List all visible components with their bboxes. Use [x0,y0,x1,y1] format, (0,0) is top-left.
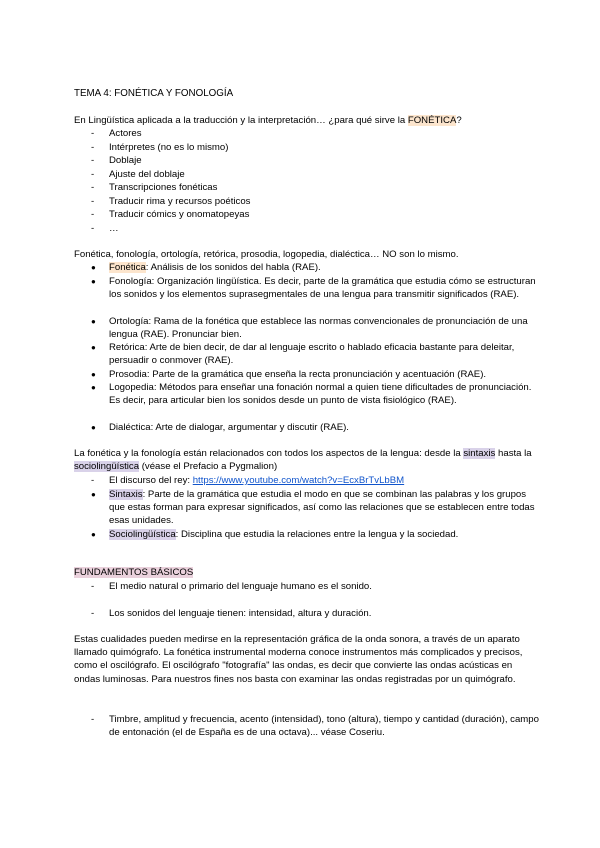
intro-question [74,114,540,127]
relation-paragraph: La fonética y la fonología están relacionados con todos los aspectos de la lengua: desde la sintaxis hasta la sociolingüística (véase el Prefacio a Pygmalion) [74,448,532,473]
page-title: TEMA 4: FONÉTICA Y FONOLOGÍA [74,88,234,99]
intro-text: En Lingüística aplicada a la traducción y la interpretación… ¿para qué sirve la [74,115,408,126]
document-page: TEMA 4: FONÉTICA Y FONOLOGÍA En Lingüística aplicada a la traducción y la interpretación… ¿para qué sirve la FONÉTICA? - Actores - Intérpretes (no es lo mismo) - Doblaje - Ajuste del doblaje - Transcripciones fonéticas - Traducir rima y recursos poéticos - Traducir cómics y onomatopeyas - … Fonética, fonología, ortología, retórica, prosodia, logopedia, dialéctica… NO son lo mismo. ● Fonética: Análisis de los sonidos del habla (RAE). ● Fonología: Organización lingüística. Es decir, parte de la gramática que estudia cómo se estructuran los sonidos y los elementos suprasegmentales de una lengua para transmitir significados (RAE). ● Ortología: Rama de la fonética que establece las normas convencionales de pronunciación de una lengua (RAE). Pronunciar bien. ● Retórica: Arte de bien decir, de dar al lenguaje escrito o hablado eficacia bastante para deleitar, persuadir o conmover (RAE). ● Prosodia: Parte de la gramática que enseña la recta pronunciación y acentuación (RAE). ● Logopedia: Métodos para enseñar una fonación normal a quien tiene dificultades de pronunciación. Es decir, para articular bien los sonidos desde un punto de vista fisiológico (RAE). ● Dialéctica: Arte de dialogar, argumentar y discutir (RAE). La fonética y la fonología están relacionados con todos los aspectos de la lengua: desde la sintaxis hasta la sociolingüística (véase el Prefacio a Pygmalion) - El discurso del rey: https://www.youtube.com/watch?v=EcxBrTvLbBM ● Sintaxis: Parte de la gramática que estudia el modo en que se combinan las palabras y los grupos que estas forman para expresar significados, así como las relaciones que se establecen entre todas esas unidades. ● Sociolingüística: Disciplina que estudia la relaciones entre la lengua y la sociedad. FUNDAMENTOS BÁSICOS - El medio natural o primario del lenguaje humano es el sonido. - Los sonidos del lenguaje tienen: intensidad, altura y duración. Estas cualidades pueden medirse en la representación gráfica de la onda sonora, a través de un aparato llamado quimógrafo. La fonética instrumental moderna conoce instrumentos más complicados y precisos, como el oscilógrafo. El oscilógrafo "fotografía" las ondas, es decir que convierte las ondas acústicas en ondas luminosas. Para nuestros fines nos basta con examinar las ondas registradas por un quimógrafo. - Timbre, amplitud y frecuencia, acento (intensidad), tono (altura), tiempo y cantidad (duración), campo de entonación (el de España es de una octava)... véase Coseriu. [74,88,539,739]
sociolinguistica-highlight: sociolingüística [74,461,140,473]
qualities-paragraph: Estas cualidades pueden medirse en la representación gráfica de la onda sonora, a través de un aparato llamado quimógrafo. La fonética instrumental moderna conoce instrumentos más complicados y precisos, como el oscilógrafo. El oscilógrafo "fotografía" las ondas, es decir que convierte las ondas acústicas en ondas luminosas. Para nuestros fines nos basta con examinar las ondas registradas por un quimógrafo. [74,634,523,685]
sintaxis-highlight: sintaxis [463,448,496,459]
not-same-paragraph: Fonética, fonología, ortología, retórica, prosodia, logopedia, dialéctica… NO son lo mismo. [74,249,459,260]
youtube-link[interactable]: https://www.youtube.com/watch?v=EcxBrTvLbBM [192,475,405,486]
king-label: El discurso del rey: [109,475,193,486]
fonetica-highlight: FONÉTICA [407,115,457,126]
intro-end: ? [456,115,462,126]
section-heading: FUNDAMENTOS BÁSICOS [74,567,194,578]
